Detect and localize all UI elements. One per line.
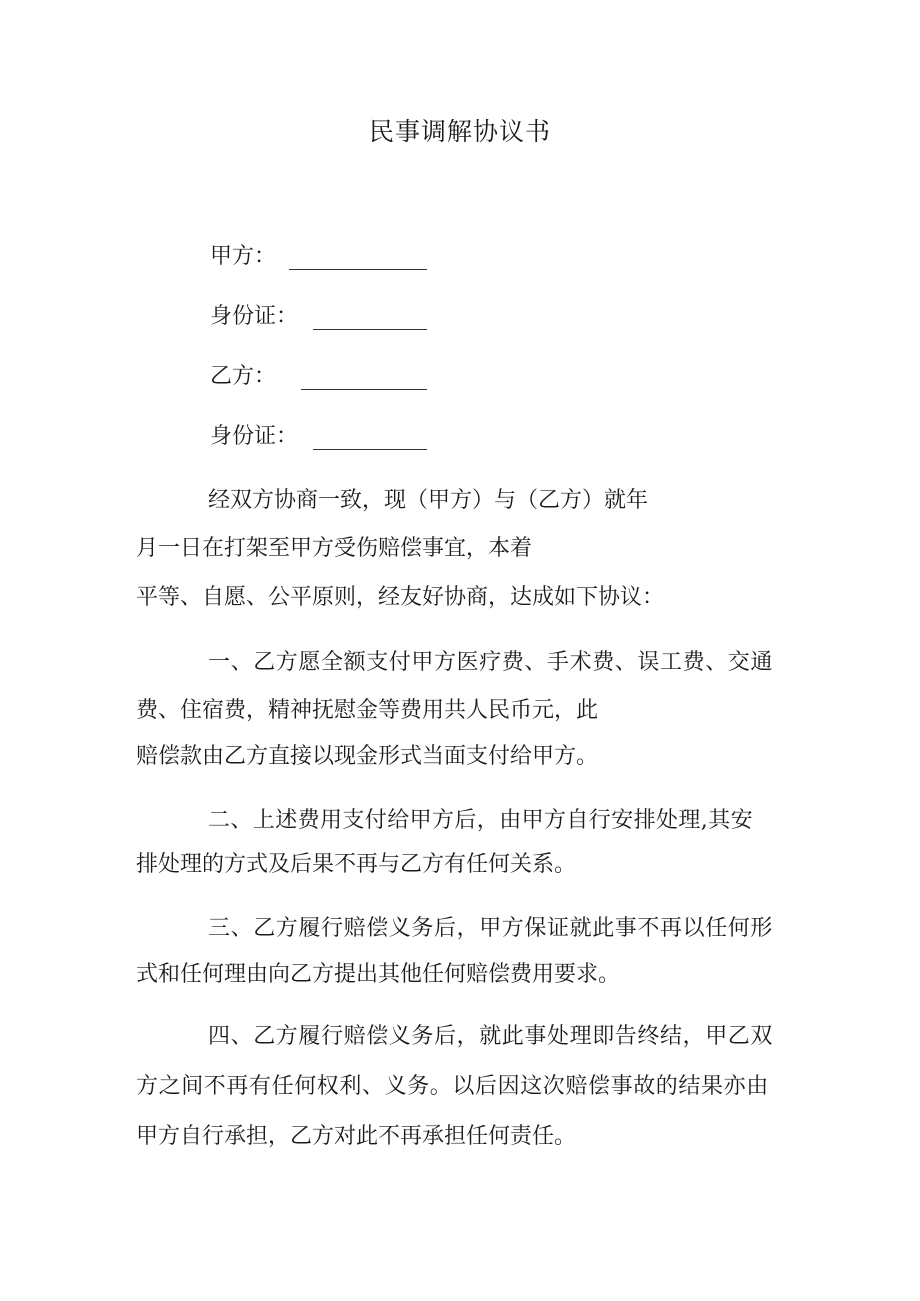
clause-2-line: 排处理的方式及后果不再与乙方有任何关系。 [136, 852, 577, 877]
intro-line: 平等、自愿、公平原则，经友好协商，达成如下协议： [136, 585, 665, 610]
clause-3-line: 式和任何理由向乙方提出其他任何赔偿费用要求。 [136, 962, 621, 987]
intro-line: 月一日在打架至甲方受伤赔偿事宜，本着 [136, 536, 533, 561]
party-a-id-blank [313, 329, 427, 330]
party-b-field [210, 362, 276, 392]
party-b-blank [301, 389, 427, 390]
party-b-id-label: 身份证： [210, 424, 299, 449]
clause-3-line: 三、乙方履行赔偿义务后，甲方保证就此事不再以任何形 [208, 916, 774, 941]
clause-2-line: 二、上述费用支付给甲方后，由甲方自行安排处理,其安 [208, 808, 753, 833]
party-a-id-label: 身份证： [210, 304, 299, 329]
clause-4-line: 方之间不再有任何权利、义务。以后因这次赔偿事故的结果亦由 [136, 1074, 769, 1099]
party-b-id-blank [313, 449, 427, 450]
party-b-label: 乙方： [210, 364, 277, 389]
party-a-label: 甲方： [210, 244, 277, 269]
document-title: 民事调解协议书 [368, 117, 551, 146]
party-a-field [210, 242, 276, 272]
clause-1-line: 赔偿款由乙方直接以现金形式当面支付给甲方。 [136, 744, 599, 769]
party-a-blank [289, 269, 427, 270]
clause-1-line: 一、乙方愿全额支付甲方医疗费、手术费、误工费、交通 [208, 650, 774, 675]
clause-1-line: 费、住宿费，精神抚慰金等费用共人民币元，此 [136, 698, 599, 723]
party-b-id-field [210, 422, 298, 452]
intro-line: 经双方协商一致，现（甲方）与（乙方）就年 [208, 488, 649, 513]
clause-4-line: 四、乙方履行赔偿义务后，就此事处理即告终结，甲乙双 [208, 1024, 774, 1049]
clause-4-line: 甲方自行承担，乙方对此不再承担任何责任。 [136, 1124, 577, 1149]
party-a-id-field [210, 302, 298, 332]
